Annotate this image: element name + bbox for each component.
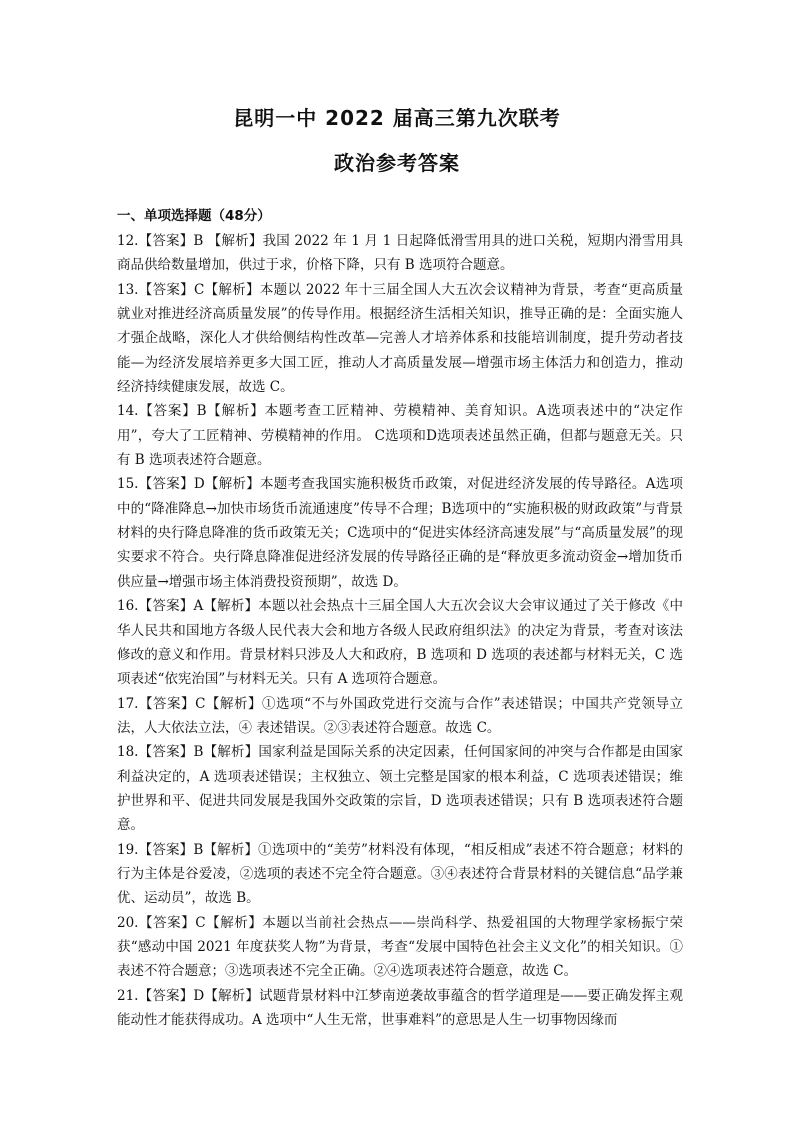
answer-item-20: 20.【答案】C【解析】本题以当前社会热点——崇尚科学、热爱祖国的大物理学家杨振宁荣获“感动中国 2021 年度获奖人物”为背景，考查“发展中国特色社会主义文化”的相关知识。①表述不符合题意；③选项表述不完全正确。②④选项表述符合题意，故选 C。 (117, 914, 683, 980)
section-heading: 一、单项选择题（48分） (117, 208, 271, 224)
page-subtitle: 政治参考答案 (334, 151, 460, 175)
answer-item-21: 21.【答案】D【解析】试题背景材料中江梦南逆袭故事蕴含的哲学道理是——要正确发挥主观能动性才能获得成功。A 选项中“人生无常，世事难料”的意思是人生一切事物因缘而 (117, 987, 683, 1028)
answer-item-18: 18.【答案】B【解析】国家利益是国际关系的决定因素，任何国家间的冲突与合作都是由国家利益决定的，A 选项表述错误；主权独立、领土完整是国家的根本利益，C 选项表述错误；维护世界和平、促进共同发展是我国外交政策的宗旨，D 选项表述错误；只有 B 选项表述符合题意。 (117, 744, 683, 834)
answer-item-13: 13.【答案】C【解析】本题以 2022 年十三届全国人大五次会议精神为背景，考查“更高质量就业对推进经济高质量发展”的传导作用。根据经济生活相关知识，推导正确的是：全面实施人才强企战略，深化人才供给侧结构性改革—完善人才培养体系和技能培训制度，提升劳动者技能—为经济发展培养更多大国工匠，推动人才高质量发展—增强市场主体活力和创造力，推动经济持续健康发展，故选 C。 (117, 281, 683, 396)
answer-item-17: 17.【答案】C【解析】①选项“不与外国政党进行交流与合作”表述错误；中国共产党领导立法，人大依法立法，④ 表述错误。②③表述符合题意。故选 C。 (117, 695, 683, 736)
answer-item-12: 12.【答案】B 【解析】我国 2022 年 1 月 1 日起降低滑雪用具的进口关税，短期内滑雪用具商品供给数量增加，供过于求，价格下降，只有 B 选项符合题意。 (117, 233, 683, 274)
answer-item-14: 14.【答案】B【解析】本题考查工匠精神、劳模精神、美育知识。A选项表述中的“决定作用”，夸大了工匠精神、劳模精神的作用。 C选项和D选项表述虽然正确，但都与题意无关。只有 B 选项表述符合题意。 (117, 403, 683, 469)
answer-item-16: 16.【答案】A【解析】本题以社会热点十三届全国人大五次会议大会审议通过了关于修改《中华人民共和国地方各级人民代表大会和地方各级人民政府组织法》的决定为背景，考查对该法修改的意义和作用。背景材料只涉及人大和政府，B 选项和 D 选项的表述都与材料无关，C 选项表述“依宪治国”与材料无关。只有 A 选项符合题意。 (117, 598, 683, 688)
answer-item-19: 19.【答案】B【解析】①选项中的“美劳”材料没有体现，“相反相成”表述不符合题意；材料的行为主体是谷爱凌，②选项的表述不完全符合题意。③④表述符合背景材料的关键信息“品学兼优、运动员”，故选 B。 (117, 841, 683, 907)
answer-content (117, 204, 683, 1032)
answer-item-15: 15.【答案】D【解析】本题考查我国实施积极货币政策，对促进经济发展的传导路径。A选项中的“降准降息→加快市场货币流通速度”传导不合理；B选项中的“实施积极的财政政策”与背景材料的央行降息降准的货币政策无关；C选项中的“促进实体经济高速发展”与“高质量发展”的现实要求不符合。央行降息降准促进经济发展的传导路径正确的是“释放更多流动资金→增加货币供应量→增强市场主体消费投资预期”，故选 D。 (117, 476, 683, 590)
page-title: 昆明一中 2022 届高三第九次联考 (233, 106, 561, 130)
